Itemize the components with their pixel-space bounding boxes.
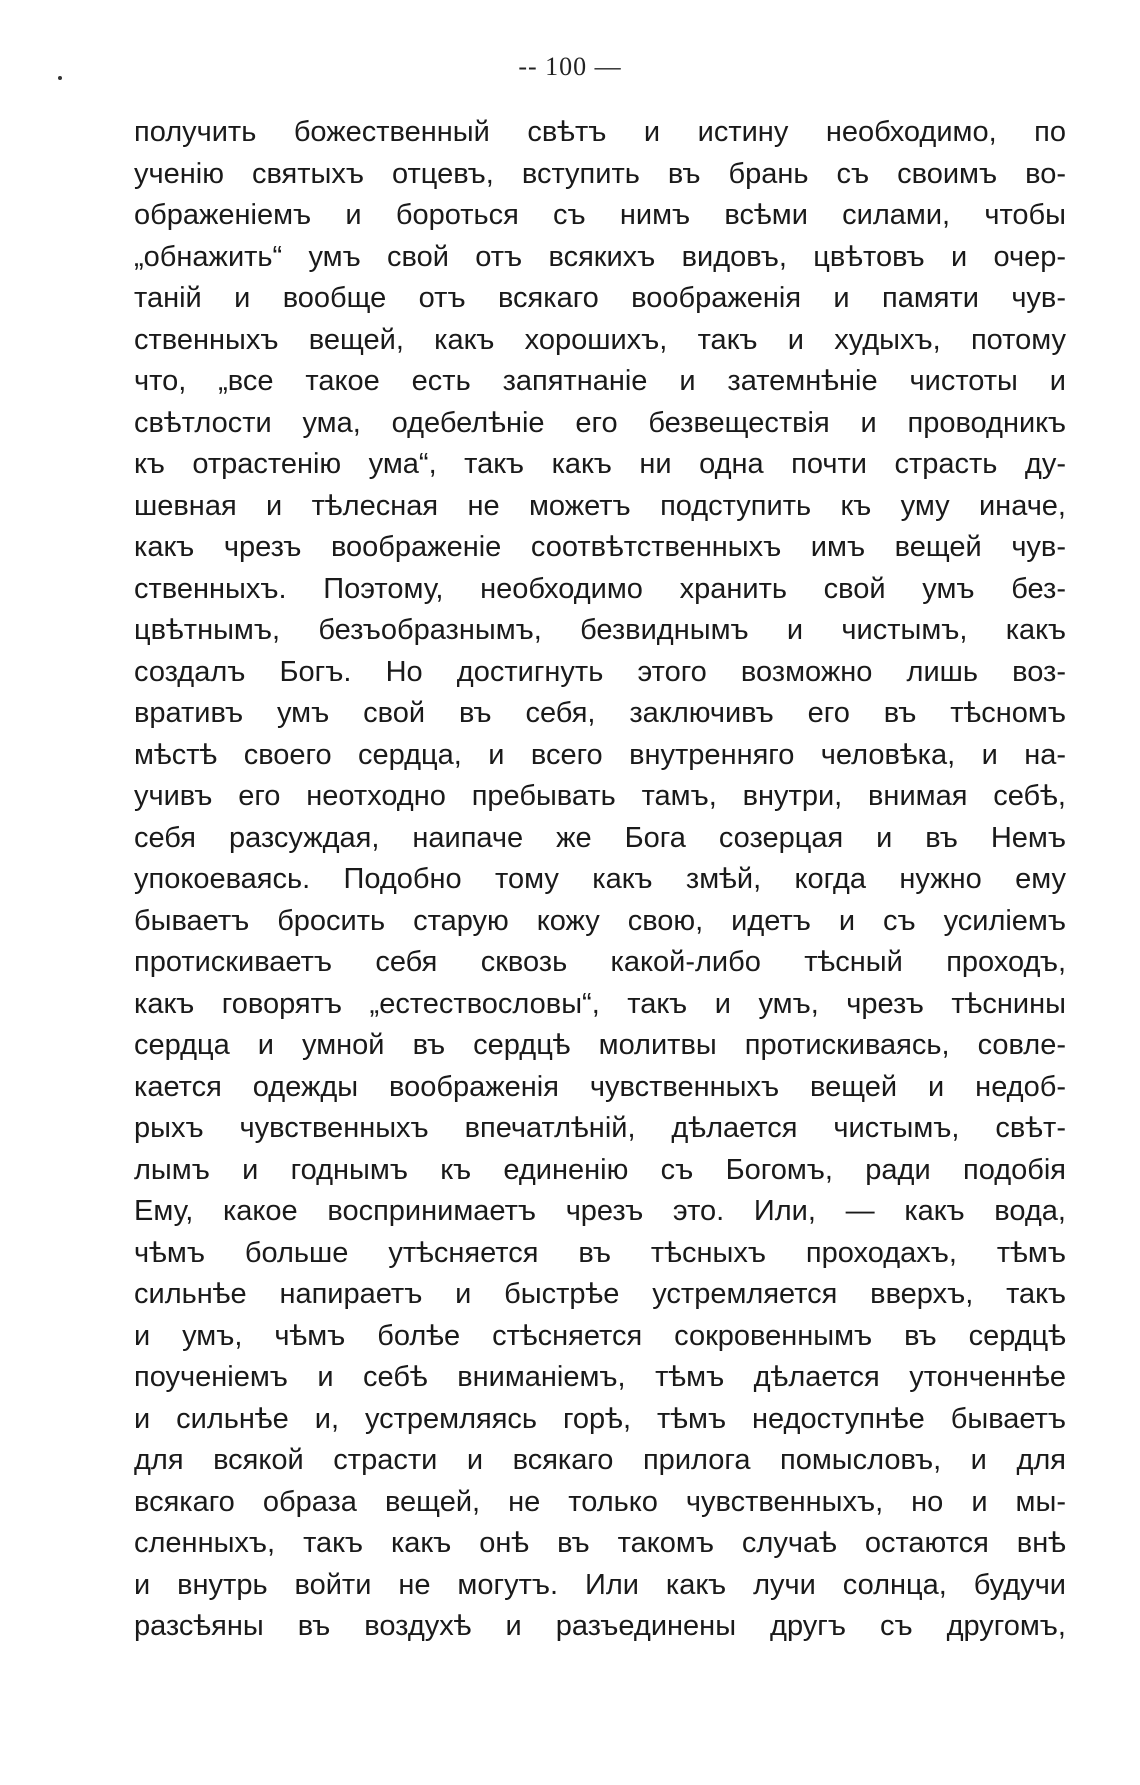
text-line: учивъ его неотходно пребывать тамъ, внутри, внимая себѣ, (134, 780, 1066, 812)
text-line: поученіемъ и себѣ вниманіемъ, тѣмъ дѣлается утонченнѣе (134, 1361, 1066, 1393)
text-line: протискиваетъ себя сквозь какой-либо тѣсный проходъ, (134, 946, 1066, 978)
text-line: цвѣтнымъ, безъобразнымъ, безвиднымъ и чистымъ, какъ (134, 614, 1066, 646)
text-line: и внутрь войти не могутъ. Или какъ лучи солнца, будучи (134, 1568, 1066, 1601)
text-line: и умъ, чѣмъ болѣе стѣсняется сокровеннымъ въ сердцѣ (134, 1319, 1066, 1352)
text-line: къ отрастенію ума“, такъ какъ ни одна почти страсть ду- (134, 448, 1066, 480)
text-line: вративъ умъ свой въ себя, заключивъ его въ тѣсномъ (134, 697, 1066, 729)
text-line: сильнѣе напираетъ и быстрѣе устремляется вверхъ, такъ (134, 1278, 1066, 1310)
text-line: упокоеваясь. Подобно тому какъ змѣй, когда нужно ему (134, 863, 1066, 895)
text-line: что, „все такое есть запятнаніе и затемнѣніе чистоты и (134, 365, 1066, 397)
text-line: себя разсуждая, наипаче же Бога созерцая и въ Немъ (134, 821, 1066, 854)
text-line: ственныхъ вещей, какъ хорошихъ, такъ и худыхъ, потому (134, 323, 1066, 356)
text-line: свѣтлости ума, одебелѣніе его безвеществія и проводникъ (134, 406, 1066, 439)
text-line: Ему, какое воспринимаетъ чрезъ это. Или, — какъ вода, (134, 1195, 1066, 1227)
text-line: какъ чрезъ воображеніе соотвѣтственныхъ имъ вещей чув- (134, 531, 1066, 563)
text-line: рыхъ чувственныхъ впечатлѣній, дѣлается чистымъ, свѣт- (134, 1112, 1066, 1144)
text-line: и сильнѣе и, устремляясь горѣ, тѣмъ недоступнѣе бываетъ (134, 1402, 1066, 1435)
text-line: создалъ Богъ. Но достигнуть этого возможно лишь воз- (134, 655, 1066, 688)
text-line: ученію святыхъ отцевъ, вступить въ брань съ своимъ во- (134, 157, 1066, 190)
text-line: лымъ и годнымъ къ единенію съ Богомъ, ради подобія (134, 1153, 1066, 1186)
text-line: чѣмъ больше утѣсняется въ тѣсныхъ проходахъ, тѣмъ (134, 1236, 1066, 1269)
text-line: всякаго образа вещей, не только чувственныхъ, но и мы- (134, 1485, 1066, 1518)
text-line: шевная и тѣлесная не можетъ подступить къ уму иначе, (134, 489, 1066, 522)
text-line: какъ говорятъ „естествословы“, такъ и умъ, чрезъ тѣснины (134, 987, 1066, 1020)
text-line: ственныхъ. Поэтому, необходимо хранить свой умъ без- (134, 572, 1066, 605)
text-line: „обнажить“ умъ свой отъ всякихъ видовъ, цвѣтовъ и очер- (134, 240, 1066, 273)
page-number: -- 100 — (518, 52, 622, 81)
body-text (134, 112, 1066, 1648)
text-line: мѣстѣ своего сердца, и всего внутренняго человѣка, и на- (134, 738, 1066, 771)
text-line: таній и вообще отъ всякаго воображенія и памяти чув- (134, 282, 1066, 314)
text-line: получить божественный свѣтъ и истину необходимо, по (134, 116, 1066, 148)
text-line: для всякой страсти и всякаго прилога помысловъ, и для (134, 1444, 1066, 1476)
text-line: кается одежды воображенія чувственныхъ вещей и недоб- (134, 1070, 1066, 1103)
text-line: сленныхъ, такъ какъ онѣ въ такомъ случаѣ остаются внѣ (134, 1527, 1066, 1559)
text-line: разсѣяны въ воздухѣ и разъединены другъ съ другомъ, (134, 1610, 1066, 1642)
text-line: ображеніемъ и бороться съ нимъ всѣми силами, чтобы (134, 199, 1066, 231)
text-line: бываетъ бросить старую кожу свою, идетъ и съ усиліемъ (134, 904, 1066, 937)
text-line: сердца и умной въ сердцѣ молитвы протискиваясь, совле- (134, 1029, 1066, 1061)
